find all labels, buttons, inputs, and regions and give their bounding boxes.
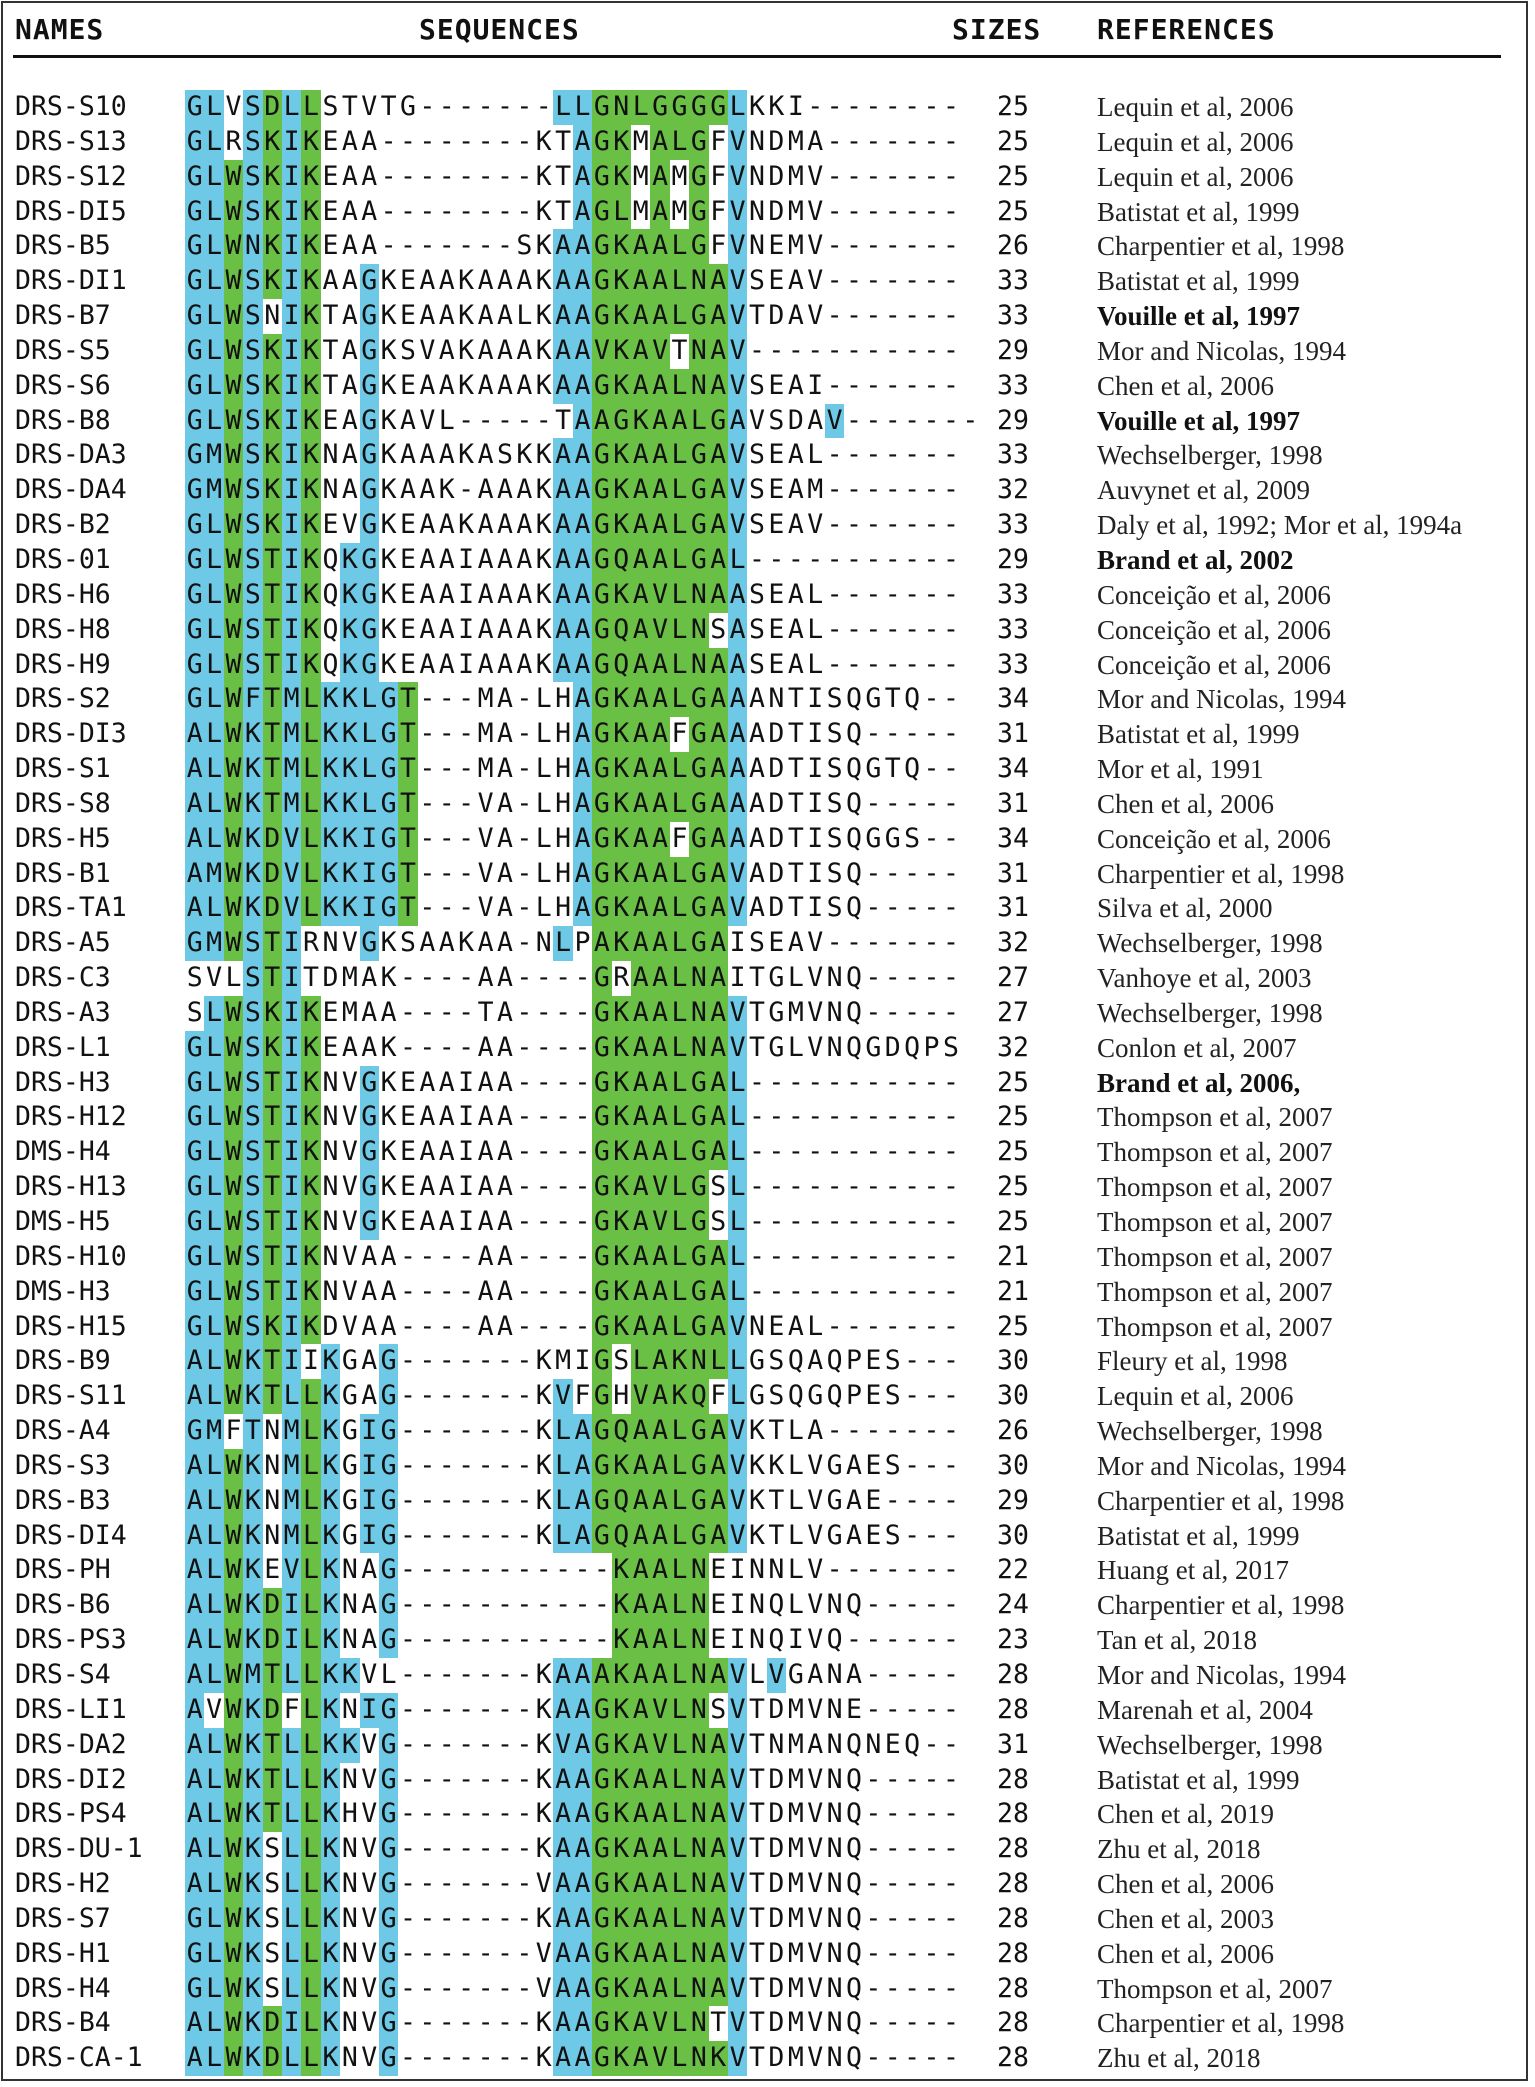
table-row — [3, 996, 1530, 1031]
table-row — [3, 1344, 1530, 1379]
table-row — [3, 1170, 1530, 1205]
header-sequences: SEQUENCES — [419, 13, 580, 46]
peptide-name: DRS-S4 — [15, 1658, 111, 1690]
peptide-sequence: G M W S T I R N V G K S A A K A A - N L P A K A A L G A I S E A V - - - - - - - — [185, 926, 961, 961]
peptide-size: 28 — [997, 1693, 1029, 1725]
peptide-size: 31 — [997, 718, 1029, 750]
header-sizes: SIZES — [952, 13, 1042, 46]
peptide-name: DRS-H10 — [15, 1240, 127, 1272]
peptide-size: 28 — [997, 1972, 1029, 2004]
peptide-sequence: A L W K D V L K K I G T - - - V A - L H A G K A A L G A V A D T I S Q - - - - - — [185, 891, 961, 926]
peptide-reference: Vouille et al, 1997 — [1097, 301, 1301, 332]
peptide-sequence: A L W K T L L K N V G - - - - - - - K A A G K A A L N A V T D M V N Q - - - - - — [185, 1763, 961, 1798]
peptide-size: 33 — [997, 648, 1029, 680]
table-row — [3, 1031, 1530, 1066]
peptide-name: DRS-B3 — [15, 1484, 111, 1516]
peptide-sequence: G L W S K I K E V G K E A A K A A A K A A G K A A L G A V S E A V - - - - - - - — [185, 508, 961, 543]
peptide-name: DRS-S13 — [15, 125, 127, 157]
peptide-reference: Mor and Nicolas, 1994 — [1097, 335, 1346, 366]
peptide-name: DRS-S8 — [15, 787, 111, 819]
peptide-sequence: A L W K D I L K N A G - - - - - - - - - - - K A A L N E I N Q L V N Q - - - - - — [185, 1588, 961, 1623]
column-headers — [3, 13, 1530, 53]
peptide-size: 28 — [997, 2007, 1029, 2039]
table-row — [3, 1519, 1530, 1554]
peptide-name: DRS-B2 — [15, 509, 111, 541]
table-row — [3, 2006, 1530, 2041]
peptide-sequence: A V W K D F L K N I G - - - - - - - K A A G K A V L N S V T D M V N E - - - - - — [185, 1693, 961, 1728]
peptide-sequence: G L W S N I K T A G K E A A K A A L K A A G K A A L G A V T D A V - - - - - - - — [185, 299, 961, 334]
peptide-sequence: A L W K S L L K N V G - - - - - - - V A A G K A A L N A V T D M V N Q - - - - - — [185, 1867, 961, 1902]
peptide-size: 25 — [997, 1066, 1029, 1098]
peptide-name: DRS-H4 — [15, 1972, 111, 2004]
peptide-sequence: A L W K T M L K K L G T - - - M A - L H A G K A A F G A A A D T I S Q - - - - - — [185, 717, 961, 752]
peptide-name: DRS-PS3 — [15, 1624, 127, 1656]
table-row — [3, 1205, 1530, 1240]
peptide-sequence: G L W S T I K N V A A - - - - A A - - - - G K A A L G A L - - - - - - - - - - - — [185, 1275, 961, 1310]
peptide-name: DRS-B4 — [15, 2007, 111, 2039]
peptide-name: DRS-A4 — [15, 1415, 111, 1447]
peptide-size: 29 — [997, 334, 1029, 366]
peptide-reference: Wechselberger, 1998 — [1097, 1729, 1323, 1760]
peptide-name: DRS-B5 — [15, 230, 111, 262]
peptide-sequence: G L W S T I K N V G K E A A I A A - - - - G K A A L G A L - - - - - - - - - - - — [185, 1135, 961, 1170]
peptide-reference: Vouille et al, 1997 — [1097, 405, 1301, 436]
peptide-sequence: G L W S T I K Q K G K E A A I A A A K A A G K A V L N A A S E A L - - - - - - - — [185, 578, 961, 613]
peptide-reference: Charpentier et al, 1998 — [1097, 1485, 1345, 1516]
peptide-sequence: A L W K S L L K N V G - - - - - - - K A A G K A A L N A V T D M V N Q - - - - - — [185, 1832, 961, 1867]
peptide-reference: Fleury et al, 1998 — [1097, 1346, 1288, 1377]
table-row — [3, 717, 1530, 752]
table-row — [3, 334, 1530, 369]
peptide-size: 28 — [997, 1937, 1029, 1969]
peptide-sequence: A L W K T L L K H V G - - - - - - - K A A G K A A L N A V T D M V N Q - - - - - — [185, 1797, 961, 1832]
peptide-name: DRS-H1 — [15, 1937, 111, 1969]
peptide-sequence: A L W K T M L K K L G T - - - V A - L H A G K A A L G A A A D T I S Q - - - - - — [185, 787, 961, 822]
peptide-sequence: G L W S K I K T A G K S V A K A A A K A A V K A V T N A V - - - - - - - - - - - — [185, 334, 961, 369]
table-row — [3, 787, 1530, 822]
peptide-name: DRS-S5 — [15, 334, 111, 366]
peptide-reference: Silva et al, 2000 — [1097, 893, 1273, 924]
peptide-name: DRS-CA-1 — [15, 2042, 143, 2074]
peptide-size: 29 — [997, 543, 1029, 575]
peptide-reference: Marenah et al, 2004 — [1097, 1694, 1313, 1725]
peptide-reference: Thompson et al, 2007 — [1097, 1102, 1333, 1133]
peptide-sequence: G L W S K I K T A G K E A A K A A A K A A G K A A L N A V S E A I - - - - - - - — [185, 369, 961, 404]
peptide-sequence: A L W K E V L K N A G - - - - - - - - - - - K A A L N E I N N L V - - - - - - - — [185, 1553, 961, 1588]
peptide-name: DRS-DI5 — [15, 195, 127, 227]
peptide-reference: Wechselberger, 1998 — [1097, 928, 1323, 959]
peptide-reference: Lequin et al, 2006 — [1097, 161, 1294, 192]
peptide-size: 34 — [997, 753, 1029, 785]
table-row — [3, 438, 1530, 473]
peptide-size: 25 — [997, 1136, 1029, 1168]
peptide-name: DRS-DA2 — [15, 1728, 127, 1760]
table-row — [3, 195, 1530, 230]
peptide-name: DRS-DI3 — [15, 718, 127, 750]
peptide-sequence: G L W F T M L K K L G T - - - M A - L H A G K A A L G A A A N T I S Q G T Q - - — [185, 682, 961, 717]
peptide-sequence: A L W K N M L K G I G - - - - - - - K L A G Q A A L G A V K T L V G A E - - - - — [185, 1484, 961, 1519]
peptide-size: 33 — [997, 613, 1029, 645]
peptide-name: DMS-H4 — [15, 1136, 111, 1168]
peptide-sequence: G M W S K I K N A G K A A K - A A A K A A G K A A L G A V S E A M - - - - - - - — [185, 473, 961, 508]
peptide-sequence: G M F T N M L K G I G - - - - - - - K L A G Q A A L G A V K T L A - - - - - - - — [185, 1414, 961, 1449]
peptide-name: DRS-H9 — [15, 648, 111, 680]
table-row — [3, 752, 1530, 787]
peptide-reference: Charpentier et al, 1998 — [1097, 231, 1345, 262]
peptide-size: 21 — [997, 1275, 1029, 1307]
peptide-name: DRS-C3 — [15, 962, 111, 994]
table-row — [3, 1066, 1530, 1101]
peptide-size: 24 — [997, 1589, 1029, 1621]
table-row — [3, 1414, 1530, 1449]
peptide-name: DRS-LI1 — [15, 1693, 127, 1725]
peptide-sequence: G M W S K I K N A G K A A A K A S K K A A G K A A L G A V S E A L - - - - - - - — [185, 438, 961, 473]
peptide-sequence: A L W K T I I K G A G - - - - - - - K M I G S L A K N L L G S Q A Q P E S - - - — [185, 1344, 961, 1379]
peptide-sequence: G L W S T I K N V G K E A A I A A - - - - G K A V L G S L - - - - - - - - - - - — [185, 1205, 961, 1240]
peptide-sequence: G L W S T I K Q K G K E A A I A A A K A A G Q A A L N A A S E A L - - - - - - - — [185, 648, 961, 683]
peptide-size: 26 — [997, 1415, 1029, 1447]
peptide-size: 28 — [997, 1658, 1029, 1690]
peptide-name: DRS-A5 — [15, 927, 111, 959]
table-row — [3, 369, 1530, 404]
peptide-reference: Batistat et al, 1999 — [1097, 1520, 1300, 1551]
peptide-reference: Chen et al, 2006 — [1097, 1938, 1274, 1969]
table-row — [3, 1797, 1530, 1832]
table-row — [3, 473, 1530, 508]
peptide-size: 28 — [997, 1798, 1029, 1830]
table-row — [3, 90, 1530, 125]
header-references: REFERENCES — [1097, 13, 1276, 46]
peptide-size: 28 — [997, 1902, 1029, 1934]
peptide-reference: Chen et al, 2006 — [1097, 370, 1274, 401]
peptide-reference: Tan et al, 2018 — [1097, 1625, 1258, 1656]
peptide-sequence: A L W K D I L K N A G - - - - - - - - - - - K A A L N E I N Q I V Q - - - - - - — [185, 1623, 961, 1658]
peptide-name: DRS-S1 — [15, 753, 111, 785]
peptide-name: DRS-S7 — [15, 1902, 111, 1934]
peptide-reference: Charpentier et al, 1998 — [1097, 858, 1345, 889]
table-row — [3, 613, 1530, 648]
peptide-reference: Daly et al, 1992; Mor et al, 1994a — [1097, 510, 1463, 541]
peptide-size: 30 — [997, 1380, 1029, 1412]
peptide-sequence: A L W K D V L K K I G T - - - V A - L H A G K A A F G A A A D T I S Q G G S - - — [185, 822, 961, 857]
peptide-reference: Chen et al, 2006 — [1097, 788, 1274, 819]
peptide-sequence: A L W K D L L K N V G - - - - - - - K A A G K A V L N K V T D M V N Q - - - - - — [185, 2041, 961, 2076]
peptide-reference: Conceição et al, 2006 — [1097, 649, 1331, 680]
peptide-reference: Chen et al, 2019 — [1097, 1799, 1274, 1830]
table-row — [3, 299, 1530, 334]
peptide-reference: Conceição et al, 2006 — [1097, 579, 1331, 610]
peptide-reference: Conlon et al, 2007 — [1097, 1032, 1297, 1063]
peptide-reference: Mor and Nicolas, 1994 — [1097, 1659, 1346, 1690]
peptide-size: 31 — [997, 892, 1029, 924]
peptide-size: 33 — [997, 439, 1029, 471]
peptide-reference: Zhu et al, 2018 — [1097, 2043, 1261, 2074]
peptide-size: 33 — [997, 265, 1029, 297]
peptide-sequence: G L W S K I K E A A K - - - - A A - - - - G K A A L N A V T G L V N Q G D Q P S — [185, 1031, 961, 1066]
peptide-size: 28 — [997, 1833, 1029, 1865]
peptide-name: DRS-01 — [15, 543, 111, 575]
table-row — [3, 1867, 1530, 1902]
peptide-sequence: G L W K S L L K N V G - - - - - - - V A A G K A A L N A V T D M V N Q - - - - - — [185, 1972, 961, 2007]
table-row — [3, 1553, 1530, 1588]
table-row — [3, 578, 1530, 613]
table-row — [3, 1763, 1530, 1798]
peptide-size: 32 — [997, 927, 1029, 959]
peptide-size: 21 — [997, 1240, 1029, 1272]
peptide-sequence: A L W K D I L K N V G - - - - - - - K A A G K A V L N T V T D M V N Q - - - - - — [185, 2006, 961, 2041]
peptide-sequence: G L W N K I K E A A - - - - - - - S K A A G K A A L G F V N E M V - - - - - - - — [185, 229, 961, 264]
peptide-sequence: G L W S K I K E A A - - - - - - - - K T A G K M A M G F V N D M V - - - - - - - — [185, 160, 961, 195]
peptide-reference: Batistat et al, 1999 — [1097, 1764, 1300, 1795]
peptide-sequence: A L W K T L L K G A G - - - - - - - K V F G H V A K Q F L G S Q G Q P E S - - - — [185, 1379, 961, 1414]
peptide-size: 33 — [997, 578, 1029, 610]
peptide-name: DRS-H8 — [15, 613, 111, 645]
peptide-name: DRS-DI2 — [15, 1763, 127, 1795]
peptide-reference: Thompson et al, 2007 — [1097, 1172, 1333, 1203]
peptide-size: 33 — [997, 300, 1029, 332]
peptide-reference: Lequin et al, 2006 — [1097, 92, 1294, 122]
peptide-size: 23 — [997, 1624, 1029, 1656]
peptide-name: DRS-B1 — [15, 857, 111, 889]
table-row — [3, 1379, 1530, 1414]
peptide-sequence: A L W K N M L K G I G - - - - - - - K L A G Q A A L G A V K T L V G A E S - - - — [185, 1519, 961, 1554]
table-row — [3, 822, 1530, 857]
peptide-size: 25 — [997, 1206, 1029, 1237]
peptide-name: DRS-A3 — [15, 996, 111, 1028]
peptide-reference: Mor and Nicolas, 1994 — [1097, 1450, 1346, 1481]
table-row — [3, 1937, 1530, 1972]
peptide-reference: Thompson et al, 2007 — [1097, 1241, 1333, 1272]
peptide-name: DRS-L1 — [15, 1031, 111, 1063]
peptide-name: DRS-S10 — [15, 91, 127, 122]
peptide-reference: Batistat et al, 1999 — [1097, 266, 1300, 297]
peptide-size: 25 — [997, 1171, 1029, 1203]
peptide-reference: Wechselberger, 1998 — [1097, 997, 1323, 1028]
peptide-size: 31 — [997, 787, 1029, 819]
peptide-sequence: G L W S K I K A A G K E A A K A A A K A A G K A A L N A V S E A V - - - - - - - — [185, 264, 961, 299]
table-row — [3, 1100, 1530, 1135]
peptide-reference: Thompson et al, 2007 — [1097, 1207, 1333, 1237]
table-row — [3, 1728, 1530, 1763]
peptide-size: 33 — [997, 369, 1029, 401]
table-row — [3, 1972, 1530, 2007]
peptide-size: 29 — [997, 404, 1029, 436]
peptide-reference: Mor et al, 1991 — [1097, 754, 1264, 785]
table-row — [3, 1484, 1530, 1519]
peptide-size: 25 — [997, 125, 1029, 157]
peptide-reference: Thompson et al, 2007 — [1097, 1973, 1333, 2004]
peptide-name: DRS-S6 — [15, 369, 111, 401]
peptide-size: 25 — [997, 160, 1029, 192]
peptide-reference: Charpentier et al, 1998 — [1097, 1590, 1345, 1621]
peptide-size: 34 — [997, 822, 1029, 854]
peptide-size: 30 — [997, 1519, 1029, 1551]
peptide-name: DRS-PS4 — [15, 1798, 127, 1830]
peptide-size: 27 — [997, 996, 1029, 1028]
table-row — [3, 264, 1530, 299]
peptide-sequence: S V L S T I T D M A K - - - - A A - - - - G R A A L N A I T G L V N Q - - - - - — [185, 961, 961, 996]
peptide-size: 34 — [997, 683, 1029, 715]
table-row — [3, 1658, 1530, 1693]
table-row — [3, 404, 1530, 439]
peptide-sequence: G L W S T I K N V A A - - - - A A - - - - G K A A L G A L - - - - - - - - - - - — [185, 1240, 961, 1275]
peptide-size: 29 — [997, 1484, 1029, 1516]
table-row — [3, 648, 1530, 683]
table-row — [3, 1240, 1530, 1275]
peptide-name: DRS-H6 — [15, 578, 111, 610]
table-row — [3, 1693, 1530, 1728]
table-row — [3, 857, 1530, 892]
peptide-name: DRS-DI1 — [15, 265, 127, 297]
peptide-name: DRS-DI4 — [15, 1519, 127, 1551]
peptide-reference: Conceição et al, 2006 — [1097, 823, 1331, 854]
peptide-sequence: A L W K N M L K G I G - - - - - - - K L A G K A A L G A V K K L V G A E S - - - — [185, 1449, 961, 1484]
table-row — [3, 1832, 1530, 1867]
figure-frame — [1, 1, 1528, 2081]
peptide-size: 25 — [997, 1101, 1029, 1133]
peptide-name: DRS-DA4 — [15, 474, 127, 506]
peptide-reference: Thompson et al, 2007 — [1097, 1311, 1333, 1342]
table-row — [3, 1275, 1530, 1310]
peptide-sequence: G L W S K I K E A G K A V L - - - - - T A A G K A A L G A V S D A V - - - - - - - — [185, 404, 980, 439]
peptide-sequence: A L W K T M L K K L G T - - - M A - L H A G K A A L G A A A D T I S Q G T Q - - — [185, 752, 961, 787]
peptide-size: 25 — [997, 195, 1029, 227]
table-row — [3, 1588, 1530, 1623]
table-row — [3, 1449, 1530, 1484]
peptide-reference: Batistat et al, 1999 — [1097, 196, 1300, 227]
peptide-reference: Mor and Nicolas, 1994 — [1097, 684, 1346, 715]
peptide-name: DRS-S3 — [15, 1449, 111, 1481]
peptide-name: DRS-DU-1 — [15, 1833, 143, 1865]
table-row — [3, 1623, 1530, 1658]
peptide-name: DRS-H3 — [15, 1066, 111, 1098]
peptide-reference: Huang et al, 2017 — [1097, 1555, 1289, 1586]
table-row — [3, 543, 1530, 578]
peptide-reference: Thompson et al, 2007 — [1097, 1137, 1333, 1168]
peptide-reference: Wechselberger, 1998 — [1097, 1416, 1323, 1447]
peptide-name: DRS-PH — [15, 1554, 111, 1586]
peptide-name: DRS-S11 — [15, 1380, 127, 1412]
peptide-sequence: G L W S K I K D V A A - - - - A A - - - - G K A A L G A V N E A L - - - - - - - — [185, 1310, 961, 1345]
peptide-size: 28 — [997, 1763, 1029, 1795]
peptide-name: DRS-S12 — [15, 160, 127, 192]
table-row — [3, 2041, 1530, 2076]
peptide-name: DRS-H2 — [15, 1868, 111, 1900]
peptide-sequence: G L R S K I K E A A - - - - - - - - K T A G K M A L G F V N D M A - - - - - - - — [185, 125, 961, 160]
peptide-name: DRS-DA3 — [15, 439, 127, 471]
peptide-size: 22 — [997, 1554, 1029, 1586]
table-row — [3, 1902, 1530, 1937]
peptide-size: 30 — [997, 1345, 1029, 1377]
peptide-name: DRS-H12 — [15, 1101, 127, 1133]
peptide-size: 30 — [997, 1449, 1029, 1481]
peptide-name: DRS-B8 — [15, 404, 111, 436]
peptide-size: 28 — [997, 2042, 1029, 2074]
peptide-size: 26 — [997, 230, 1029, 262]
table-row — [3, 1310, 1530, 1345]
table-row — [3, 125, 1530, 160]
peptide-name: DMS-H3 — [15, 1275, 111, 1307]
peptide-size: 32 — [997, 474, 1029, 506]
peptide-name: DRS-H5 — [15, 822, 111, 854]
peptide-sequence: G L W S K I K E A A - - - - - - - - K T A G L M A M G F V N D M V - - - - - - - — [185, 195, 961, 230]
peptide-sequence: G L W K S L L K N V G - - - - - - - K A A G K A A L N A V T D M V N Q - - - - - — [185, 1902, 961, 1937]
peptide-reference: Batistat et al, 1999 — [1097, 719, 1300, 750]
peptide-name: DRS-B9 — [15, 1345, 111, 1377]
peptide-sequence: G L W S T I K N V G K E A A I A A - - - - G K A A L G A L - - - - - - - - - - - — [185, 1100, 961, 1135]
peptide-sequence: G L W S T I K Q K G K E A A I A A A K A A G Q A V L N S A S E A L - - - - - - - — [185, 613, 961, 648]
peptide-sequence: G L W K S L L K N V G - - - - - - - V A A G K A A L N A V T D M V N Q - - - - - — [185, 1937, 961, 1972]
peptide-size: 25 — [997, 91, 1029, 122]
peptide-size: 33 — [997, 509, 1029, 541]
peptide-sequence: G L W S T I K Q K G K E A A I A A A K A A G Q A A L G A L - - - - - - - - - - - — [185, 543, 961, 578]
peptide-reference: Chen et al, 2003 — [1097, 1903, 1274, 1934]
peptide-name: DRS-H13 — [15, 1171, 127, 1203]
peptide-reference: Chen et al, 2006 — [1097, 1869, 1274, 1900]
peptide-reference: Conceição et al, 2006 — [1097, 614, 1331, 645]
peptide-size: 25 — [997, 1310, 1029, 1342]
peptide-reference: Zhu et al, 2018 — [1097, 1834, 1261, 1865]
peptide-size: 27 — [997, 962, 1029, 994]
peptide-size: 32 — [997, 1031, 1029, 1063]
peptide-reference: Brand et al, 2002 — [1097, 544, 1294, 575]
peptide-sequence: G L V S D L L S T V T G - - - - - - - L L G N L G G G G L K K I - - - - - - - - — [185, 90, 961, 125]
peptide-sequence: A M W K D V L K K I G T - - - V A - L H A G K A A L G A V A D T I S Q - - - - - — [185, 857, 961, 892]
peptide-sequence: G L W S T I K N V G K E A A I A A - - - - G K A V L G S L - - - - - - - - - - - — [185, 1170, 961, 1205]
table-row — [3, 508, 1530, 543]
peptide-reference: Wechselberger, 1998 — [1097, 440, 1323, 471]
table-row — [3, 1135, 1530, 1170]
peptide-reference: Lequin et al, 2006 — [1097, 1381, 1294, 1412]
peptide-reference: Thompson et al, 2007 — [1097, 1276, 1333, 1307]
header-names: NAMES — [15, 13, 105, 46]
table-row — [3, 682, 1530, 717]
peptide-reference: Lequin et al, 2006 — [1097, 126, 1294, 157]
header-rule — [13, 55, 1501, 58]
peptide-sequence: S L W S K I K E M A A - - - - T A - - - - G K A A L N A V T G M V N Q - - - - - — [185, 996, 961, 1031]
table-row — [3, 229, 1530, 264]
peptide-name: DMS-H5 — [15, 1206, 111, 1237]
peptide-sequence: G L W S T I K N V G K E A A I A A - - - - G K A A L G A L - - - - - - - - - - - — [185, 1066, 961, 1101]
peptide-name: DRS-S2 — [15, 683, 111, 715]
peptide-size: 31 — [997, 1728, 1029, 1760]
peptide-size: 28 — [997, 1868, 1029, 1900]
peptide-name: DRS-B7 — [15, 300, 111, 332]
table-row — [3, 961, 1530, 996]
peptide-sequence: A L W M T L L K K V L - - - - - - - K A A A K A A L N A V L V G A N A - - - - - — [185, 1658, 961, 1693]
table-row — [3, 160, 1530, 195]
peptide-name: DRS-H15 — [15, 1310, 127, 1342]
peptide-reference: Vanhoye et al, 2003 — [1097, 963, 1312, 994]
table-row — [3, 891, 1530, 926]
peptide-size: 31 — [997, 857, 1029, 889]
peptide-reference: Brand et al, 2006, — [1097, 1067, 1301, 1098]
alignment-rows — [3, 90, 1530, 2076]
peptide-name: DRS-TA1 — [15, 892, 127, 924]
table-row — [3, 926, 1530, 961]
peptide-reference: Charpentier et al, 1998 — [1097, 2008, 1345, 2039]
peptide-reference: Auvynet et al, 2009 — [1097, 475, 1310, 506]
peptide-sequence: A L W K T L L K K V G - - - - - - - K V A G K A V L N A V T N M A N Q N E Q - - — [185, 1728, 961, 1763]
peptide-name: DRS-B6 — [15, 1589, 111, 1621]
